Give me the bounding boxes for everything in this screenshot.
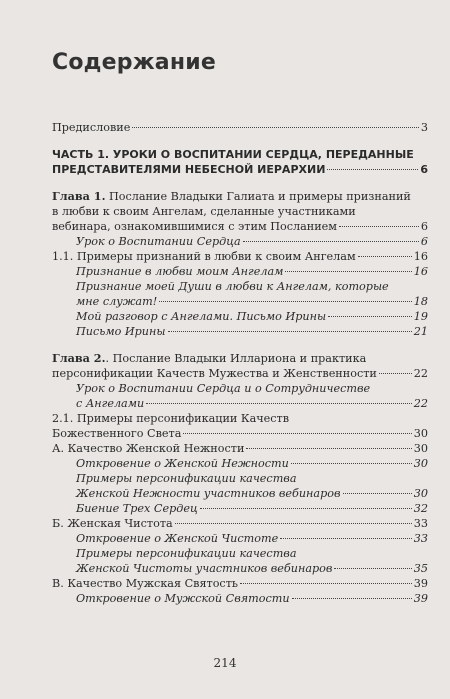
dot-leader	[343, 493, 412, 494]
dot-leader	[339, 226, 419, 227]
toc-page-number: 22	[413, 367, 428, 380]
toc-entry-ch2-lesson	[52, 381, 428, 411]
dot-leader	[379, 373, 412, 374]
dot-leader	[132, 127, 419, 128]
toc-entry-text: Б. Женская Чистота	[52, 517, 173, 530]
toc-entry-text: В. Качество Мужская Святость	[52, 577, 238, 590]
toc-entry-text: Примеры персонификации качества	[76, 547, 297, 560]
dot-leader	[243, 241, 419, 242]
toc-entry-preface	[52, 120, 428, 135]
toc-entry-text: Письмо Ирины	[76, 325, 166, 338]
toc-entry-text: А. Качество Женской Нежности	[52, 442, 245, 455]
toc-page-number: 22	[413, 397, 428, 410]
toc-entry-s1-1-a	[52, 264, 428, 279]
toc-entry-text: Урок о Воспитании Сердца и о Сотрудничестве	[76, 382, 371, 395]
table-of-contents	[52, 120, 428, 606]
toc-page-number: 16	[413, 265, 428, 278]
toc-entry-text: Предисловие	[52, 121, 131, 134]
dot-leader	[291, 463, 412, 464]
toc-page-number: 16	[413, 250, 428, 263]
toc-page-number: 39	[413, 592, 428, 605]
dot-leader	[292, 598, 412, 599]
dot-leader	[175, 523, 412, 524]
dot-leader	[240, 583, 412, 584]
dot-leader	[334, 568, 411, 569]
toc-entry-text: Откровение о Женской Нежности	[76, 457, 289, 470]
toc-entry-text: Примеры персонификации качества	[76, 472, 297, 485]
toc-entry-ch1-lesson	[52, 234, 428, 249]
dot-leader	[327, 169, 418, 170]
toc-entry-text: мне служат!	[76, 295, 158, 308]
toc-entry-section-b-2	[52, 546, 428, 576]
chapter-label: Глава 2.	[52, 351, 106, 365]
toc-entry-text: Женской Нежности участников вебинаров	[76, 487, 341, 500]
toc-page-number: 30	[413, 442, 428, 455]
toc-page-number: 6	[420, 235, 428, 248]
toc-page-number: 19	[413, 310, 428, 323]
toc-entry-text: Послание Владыки Галиата и примеры признаний	[105, 190, 411, 203]
toc-entry-text: персонификации Качеств Мужества и Женственности	[52, 367, 377, 380]
toc-entry-text: Признание моей Души в любви к Ангелам, которые	[76, 280, 389, 293]
dot-leader	[200, 508, 412, 509]
toc-entry-text: 2.1. Примеры персонификации Качеств	[52, 412, 290, 425]
toc-page-number: 30	[413, 487, 428, 500]
toc-entry-chapter2	[52, 351, 428, 381]
toc-entry-text: Женской Чистоты участников вебинаров	[76, 562, 333, 575]
toc-entry-text: Откровение о Женской Чистоте	[76, 532, 279, 545]
dot-leader	[285, 271, 411, 272]
toc-entry-text: . Послание Владыки Иллариона и практика	[105, 352, 367, 365]
toc-page-number: 32	[413, 502, 428, 515]
toc-entry-section-a	[52, 441, 428, 456]
toc-entry-text: Урок о Воспитании Сердца	[76, 235, 241, 248]
toc-entry-text: ПРЕДСТАВИТЕЛЯМИ НЕБЕСНОЙ ИЕРАРХИИ	[52, 163, 326, 176]
toc-page-number: 33	[413, 517, 428, 530]
toc-page-number: 18	[413, 295, 428, 308]
toc-page-number: 39	[413, 577, 428, 590]
toc-entry-s1-1-b	[52, 279, 428, 309]
dot-leader	[358, 256, 412, 257]
dot-leader	[146, 403, 412, 404]
toc-page-number: 30	[413, 457, 428, 470]
toc-page-number: 6	[420, 220, 428, 233]
toc-entry-text: в любви к своим Ангелам, сделанные участниками	[52, 205, 356, 218]
toc-page-number: 6	[420, 163, 428, 176]
toc-entry-text: 1.1. Примеры признаний в любви к своим Ангелам	[52, 250, 356, 263]
chapter-label: Глава 1.	[52, 189, 106, 203]
toc-entry-section-b-1	[52, 531, 428, 546]
toc-entry-s1-1-c	[52, 309, 428, 324]
toc-page-number: 33	[413, 532, 428, 545]
toc-entry-text: Признание в любви моим Ангелам	[76, 265, 284, 278]
toc-entry-text: вебинара, ознакомившимися с этим Посланием	[52, 220, 337, 233]
toc-entry-text: Откровение о Мужской Святости	[76, 592, 290, 605]
dot-leader	[246, 448, 411, 449]
toc-entry-section-a-3	[52, 501, 428, 516]
toc-entry-chapter1	[52, 189, 428, 234]
dot-leader	[328, 316, 412, 317]
dot-leader	[280, 538, 412, 539]
dot-leader	[159, 301, 412, 302]
toc-entry-section-a-2	[52, 471, 428, 501]
toc-entry-section-b	[52, 516, 428, 531]
toc-entry-section-1-1	[52, 249, 428, 264]
dot-leader	[168, 331, 412, 332]
page-title: Содержание	[52, 50, 216, 75]
toc-entry-section-2-1	[52, 411, 428, 441]
page-number: 214	[213, 656, 237, 670]
toc-page-number: 35	[413, 562, 428, 575]
toc-page-number: 21	[413, 325, 428, 338]
dot-leader	[183, 433, 411, 434]
toc-entry-s1-1-d	[52, 324, 428, 339]
toc-entry-text: Мой разговор с Ангелами. Письмо Ирины	[76, 310, 327, 323]
toc-entry-text: ЧАСТЬ 1. УРОКИ О ВОСПИТАНИИ СЕРДЦА, ПЕРЕДАННЫЕ	[52, 148, 414, 161]
toc-entry-text: Биение Трех Сердец	[76, 502, 198, 515]
toc-entry-section-v-1	[52, 591, 428, 606]
toc-entry-text: с Ангелами	[76, 397, 145, 410]
toc-entry-section-a-1	[52, 456, 428, 471]
toc-page-number: 30	[413, 427, 428, 440]
toc-entry-part1	[52, 147, 428, 177]
toc-page-number: 3	[420, 121, 428, 134]
toc-entry-text: Божественного Света	[52, 427, 182, 440]
toc-entry-section-v	[52, 576, 428, 591]
